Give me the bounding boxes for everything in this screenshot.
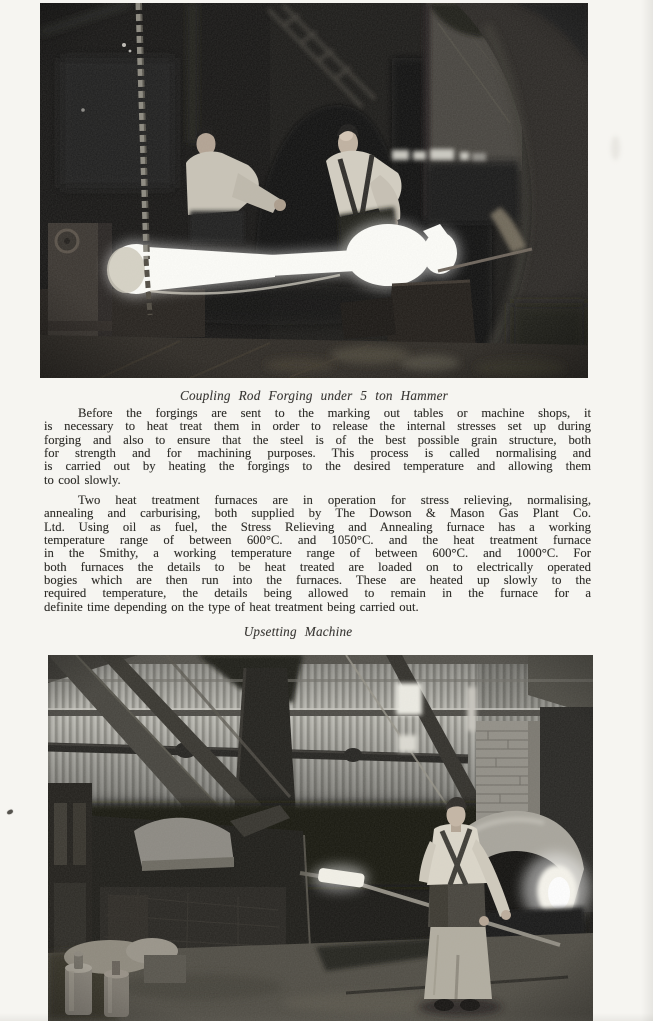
figure-caption-top: Coupling Rod Forging under 5 ton Hammer — [179, 388, 448, 403]
text-line: Two heat treatment furnaces are in operation for stress relieving, normalising, — [78, 493, 591, 507]
text-line: forging and also to ensure that the steel is of the best possible grain structure, both — [44, 432, 591, 447]
figure-caption-bottom: Upsetting Machine — [243, 624, 353, 639]
paper-smudge — [611, 136, 620, 160]
text-line: temperature range of between 600°C. and 1050°C. and the heat treatment furnace — [44, 533, 591, 548]
forging-scene-image — [40, 3, 588, 378]
photo-upsetting-machine — [48, 655, 593, 1021]
text-line: Ltd. Using oil as fuel, the Stress Relieving and Annealing furnace has a working — [44, 519, 591, 534]
text-line: in the Smithy, a working temperature range of between 600°C. and 1000°C. For — [44, 546, 591, 561]
text-line: both furnaces the details to be heat treated are loaded on to electrically operated — [44, 559, 591, 574]
page-edge-shading-right — [641, 0, 653, 1021]
text-line: definite time depending on the type of heat treatment being carried out. — [44, 599, 419, 614]
text-line: bogies which are then run into the furnaces. These are heated up slowly to the — [44, 573, 591, 588]
text-line: required temperature, the details being allowed to remain in the furnace for a — [44, 586, 591, 601]
text-line: is carried out by heating the forgings to the desired temperature and allowing them — [44, 459, 591, 474]
text-line: Before the forgings are sent to the marking out tables or machine shops, it — [78, 406, 591, 420]
paragraph-normalising — [44, 407, 591, 487]
text-line: for strength and for machining purposes. This process is called normalising and — [44, 446, 591, 461]
paragraph-heat-treatment-furnaces — [44, 494, 591, 614]
ink-speck — [7, 809, 14, 815]
upsetting-machine-image — [48, 655, 593, 1021]
text-line: annealing and carburising, both supplied by The Dowson & Mason Gas Plant Co. — [44, 506, 591, 521]
text-line: is necessary to heat treat them in order to release the internal stresses set up during — [44, 419, 591, 434]
text-line: to cool slowly. — [44, 472, 121, 487]
photo-coupling-rod-forging — [40, 3, 588, 378]
